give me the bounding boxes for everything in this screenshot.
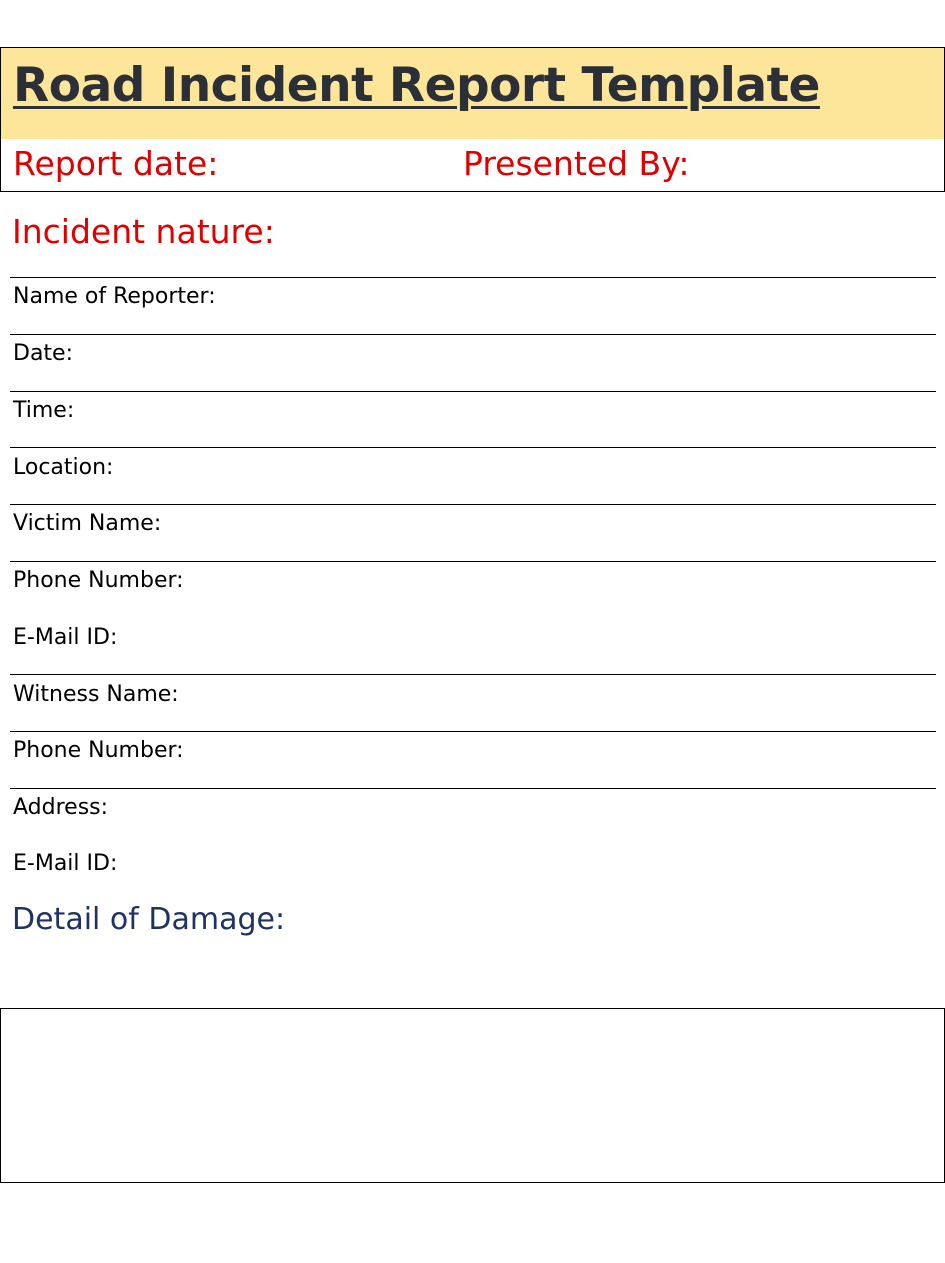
name-of-reporter-label: Name of Reporter:	[13, 284, 216, 309]
witness-name-label: Witness Name:	[13, 682, 179, 707]
divider	[10, 731, 936, 732]
time-label: Time:	[13, 398, 75, 423]
presented-by-label: Presented By:	[463, 144, 690, 183]
divider	[10, 674, 936, 675]
divider	[10, 391, 936, 392]
damage-title: Detail of Damage:	[12, 902, 286, 937]
incident-nature-label: Incident nature:	[12, 212, 275, 251]
witness-phone-label: Phone Number:	[13, 738, 184, 763]
location-label: Location:	[13, 455, 114, 480]
victim-name-label: Victim Name:	[13, 511, 162, 536]
divider	[10, 447, 936, 448]
divider	[10, 788, 936, 789]
divider	[10, 504, 936, 505]
divider	[10, 277, 936, 278]
witness-email-label: E-Mail ID:	[13, 851, 118, 876]
report-date-label: Report date:	[13, 144, 219, 183]
victim-phone-label: Phone Number:	[13, 568, 184, 593]
damage-detail-box[interactable]	[0, 1008, 945, 1183]
title-band	[1, 48, 944, 139]
divider	[10, 561, 936, 562]
header-box	[0, 47, 945, 192]
victim-email-label: E-Mail ID:	[13, 625, 118, 650]
divider	[10, 334, 936, 335]
date-label: Date:	[13, 341, 73, 366]
page-title: Road Incident Report Template	[13, 58, 820, 113]
witness-address-label: Address:	[13, 795, 109, 820]
